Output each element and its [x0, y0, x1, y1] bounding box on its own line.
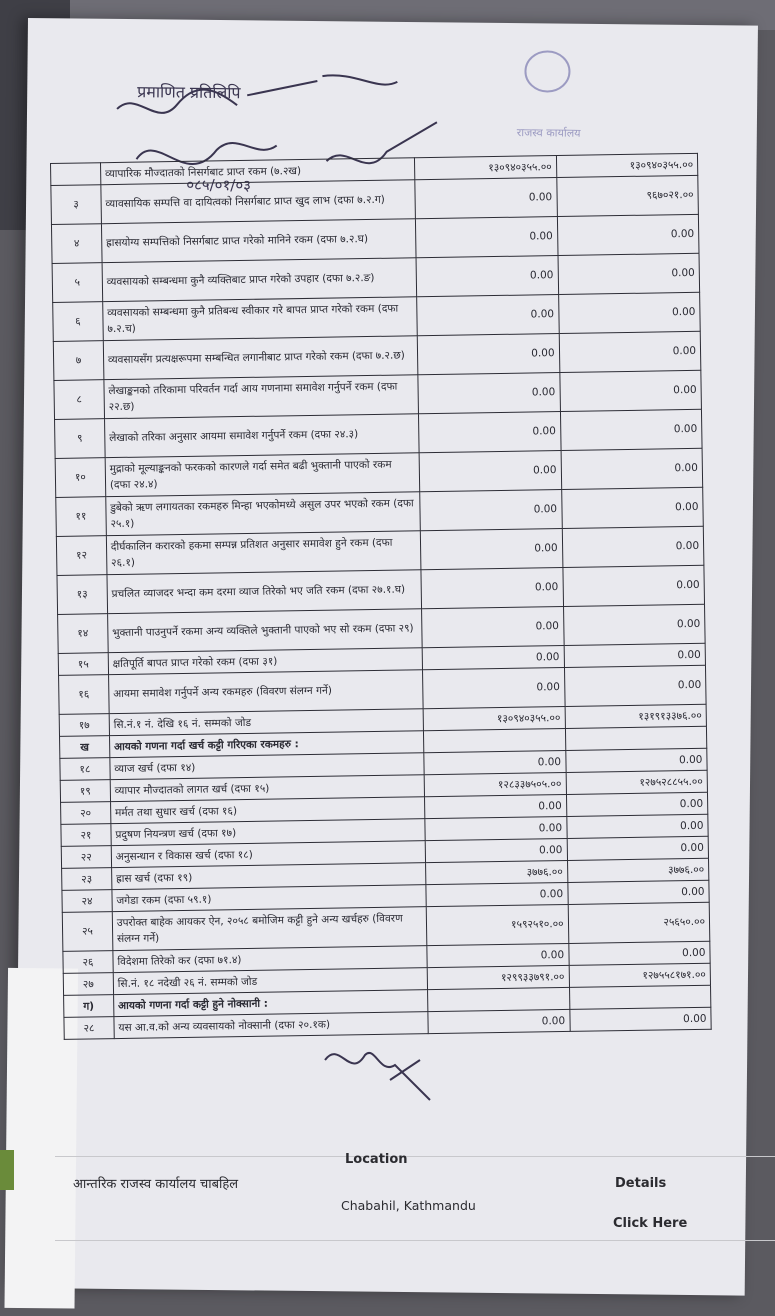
row-serial-number: १० — [55, 458, 105, 498]
row-description: व्यवसायको सम्बन्धमा कुनै प्रतिबन्ध स्वीकार गरे बापत प्राप्त गरेको रकम (दफा ७.२.च) — [103, 297, 418, 341]
row-amount-1: 0.00 — [422, 645, 564, 669]
row-amount-1: १३०९४०३५५.०० — [423, 706, 565, 730]
row-description: लेखाको तरिका अनुसार आयमा समावेश गर्नुपर्ने रकम (दफा २४.३) — [104, 414, 419, 458]
row-amount-1: 0.00 — [417, 295, 559, 336]
footer-divider-bottom — [55, 1240, 775, 1241]
row-amount-2: 0.00 — [567, 836, 709, 860]
row-description: विदेशमा तिरेको कर (दफा ७१.४) — [113, 946, 428, 973]
row-amount-1: 0.00 — [425, 794, 567, 818]
handwritten-date: ०८५/०१/०३ — [186, 175, 252, 195]
row-amount-2: २५६५०.०० — [568, 902, 710, 943]
row-serial-number: २६ — [63, 951, 113, 974]
row-amount-1: 0.00 — [427, 943, 569, 967]
row-amount-1: 0.00 — [418, 373, 560, 414]
row-serial-number: १४ — [58, 614, 108, 654]
row-description: भुक्तानी पाउनुपर्ने रकमा अन्य व्यक्तिले भुक्तानी पाएको भए सो रकम (दफा २९) — [107, 609, 422, 653]
row-serial-number: ११ — [56, 497, 106, 537]
row-description: आयको गणना गर्दा खर्च कट्टी गरिएका रकमहरु : — [109, 731, 424, 758]
row-serial-number: २० — [61, 802, 111, 825]
row-amount-2: 0.00 — [565, 748, 707, 772]
row-amount-1: ३७७६.०० — [426, 860, 568, 884]
income-calculation-table — [50, 153, 712, 1040]
row-description: मुद्राको मूल्याङ्कनको फरकको कारणले गर्दा समेत बढी भुक्तानी पाएको रकम (दफा २४.४) — [105, 453, 420, 497]
row-amount-2: 0.00 — [562, 565, 704, 606]
row-description: डुबेको ऋण लगायतका रकमहरु मिन्हा भएकोमध्ये असुल उपर भएको रकम (दफा २५.१) — [106, 492, 421, 536]
row-amount-2: 0.00 — [560, 409, 702, 450]
row-description: आयको गणना गर्दा कट्टी हुने नोक्सानी : — [113, 990, 428, 1017]
row-amount-1: 0.00 — [416, 256, 558, 297]
row-amount-1: 0.00 — [423, 667, 565, 708]
row-amount-2: 0.00 — [559, 370, 701, 411]
row-description: व्यावसायिक सम्पत्ति वा दायित्वको निसर्गबाट प्राप्त खुद लाभ (दफा ७.२.ग) — [101, 180, 416, 224]
row-amount-1: १३०९४०३५५.०० — [415, 156, 557, 180]
row-amount-1 — [424, 728, 566, 752]
row-amount-2: 0.00 — [563, 604, 705, 645]
row-serial-number: २५ — [62, 912, 112, 952]
click-here-link[interactable]: Click Here — [613, 1216, 688, 1231]
location-footer — [55, 1148, 755, 1268]
row-serial-number: ७ — [53, 341, 103, 381]
row-amount-2 — [565, 726, 707, 750]
row-serial-number: १८ — [60, 758, 110, 781]
seal-text: राजस्व कार्यालय — [516, 126, 581, 140]
row-description: मर्मत तथा सुधार खर्च (दफा १६) — [110, 797, 425, 824]
row-amount-2: १३०९४०३५५.०० — [556, 153, 698, 177]
row-amount-2: 0.00 — [557, 214, 699, 255]
row-amount-2: 0.00 — [562, 526, 704, 567]
row-serial-number: ग) — [64, 995, 114, 1018]
row-amount-1: १५९२५१०.०० — [426, 904, 568, 945]
row-amount-2: 0.00 — [561, 487, 703, 528]
row-description: व्याज खर्च (दफा १४) — [110, 753, 425, 780]
row-serial-number: ३ — [51, 185, 101, 225]
row-serial-number: १५ — [58, 653, 108, 676]
row-serial-number: १९ — [60, 780, 110, 803]
row-description: ह्रास खर्च (दफा १९) — [111, 863, 426, 890]
row-serial-number — [51, 163, 101, 186]
row-amount-2: 0.00 — [566, 792, 708, 816]
office-address: Chabahil, Kathmandu — [341, 1198, 476, 1213]
row-serial-number: २८ — [64, 1017, 114, 1040]
row-serial-number: २७ — [63, 973, 113, 996]
row-amount-2: 0.00 — [558, 292, 700, 333]
row-amount-2: 0.00 — [569, 1007, 711, 1031]
row-amount-1: १२९९३३७९१.०० — [427, 965, 569, 989]
row-serial-number: २३ — [62, 868, 112, 891]
row-description: व्यवसायको सम्बन्धमा कुनै व्यक्तिबाट प्राप्त गरेको उपहार (दफा ७.२.ङ) — [102, 258, 417, 302]
row-amount-1: 0.00 — [421, 529, 563, 570]
row-amount-1: १२८३३७५०५.०० — [424, 772, 566, 796]
row-serial-number: ९ — [55, 419, 105, 459]
stamp-text: प्रमाणित प्रतिलिपि — [137, 82, 241, 103]
row-description: प्रदुषण नियन्त्रण खर्च (दफा १७) — [111, 819, 426, 846]
row-amount-1: 0.00 — [425, 816, 567, 840]
row-description: दीर्घकालिन करारको हकमा सम्पन्न प्रतिशत अनुसार समावेश हुने रकम (दफा २६.१) — [106, 531, 421, 575]
row-description: व्यापारिक मौज्दातको निसर्गबाट प्राप्त रकम (७.२ख) — [100, 158, 415, 185]
row-amount-2: 0.00 — [566, 814, 708, 838]
green-edge — [0, 1150, 14, 1190]
row-amount-2: 0.00 — [561, 448, 703, 489]
row-amount-2: १२७५५८१७१.०० — [569, 963, 711, 987]
row-amount-1: 0.00 — [425, 838, 567, 862]
row-amount-1: 0.00 — [424, 750, 566, 774]
row-description: व्यापार मौज्दातको लागत खर्च (दफा १५) — [110, 775, 425, 802]
row-description: व्यवसायसँग प्रत्यक्षरूपमा सम्बन्धित लगानीबाट प्राप्त गरेको रकम (दफा ७.२.छ) — [103, 336, 418, 380]
row-amount-2: 0.00 — [567, 880, 709, 904]
row-description: लेखाङ्कनको तरिकामा परिवर्तन गर्दा आय गणनामा समावेश गर्नुपर्ने रकम (दफा २२.छ) — [104, 375, 419, 419]
row-amount-2: ९६७०२१.०० — [556, 175, 698, 216]
row-serial-number: १६ — [59, 675, 109, 715]
row-serial-number: ८ — [54, 380, 104, 420]
row-serial-number: २४ — [62, 890, 112, 913]
row-description: जगेडा रकम (दफा ५९.१) — [112, 885, 427, 912]
row-description: सि.नं.१ नं. देखि १६ नं. सम्मको जोड — [109, 709, 424, 736]
row-serial-number: २२ — [61, 846, 111, 869]
row-amount-1: 0.00 — [420, 490, 562, 531]
row-amount-2: 0.00 — [564, 665, 706, 706]
row-amount-1: 0.00 — [422, 606, 564, 647]
row-amount-2: 0.00 — [568, 941, 710, 965]
row-amount-1: 0.00 — [428, 1009, 570, 1033]
row-description: प्रचलित व्याजदर भन्दा कम दरमा व्याज तिरेको भए जति रकम (दफा २७.१.घ) — [107, 570, 422, 614]
row-amount-2: 0.00 — [559, 331, 701, 372]
row-serial-number: १३ — [57, 575, 107, 615]
row-amount-1 — [428, 987, 570, 1011]
row-amount-2: ३७७६.०० — [567, 858, 709, 882]
row-amount-1: 0.00 — [419, 412, 561, 453]
row-amount-2: 0.00 — [558, 253, 700, 294]
row-serial-number: १७ — [59, 714, 109, 737]
row-amount-1: 0.00 — [417, 334, 559, 375]
row-serial-number: ६ — [53, 302, 103, 342]
row-amount-2: १२७५२८८५५.०० — [566, 770, 708, 794]
row-serial-number: १२ — [56, 536, 106, 576]
row-amount-1: 0.00 — [416, 217, 558, 258]
row-amount-1: 0.00 — [421, 568, 563, 609]
row-amount-1: 0.00 — [419, 451, 561, 492]
row-description: सि.नं. १८ नदेखी २६ नं. सम्मको जोड — [113, 968, 428, 995]
row-serial-number: ५ — [52, 263, 102, 303]
row-description: आयमा समावेश गर्नुपर्ने अन्य रकमहरु (विवरण संलग्न गर्ने) — [108, 670, 423, 714]
row-serial-number: २१ — [61, 824, 111, 847]
footer-divider-top — [55, 1156, 775, 1157]
row-amount-1: 0.00 — [426, 882, 568, 906]
office-name: आन्तरिक राजस्व कार्यालय चाबहिल — [73, 1177, 239, 1192]
row-description: अनुसन्धान र विकास खर्च (दफा १८) — [111, 841, 426, 868]
row-serial-number: ४ — [51, 224, 101, 264]
signature — [320, 1040, 440, 1110]
row-amount-2: 0.00 — [564, 643, 706, 667]
row-serial-number: ख — [60, 736, 110, 759]
row-description: यस आ.व.को अन्य व्यवसायको नोक्सानी (दफा २०.१क) — [114, 1012, 429, 1039]
row-amount-2 — [569, 985, 711, 1009]
row-description: क्षतिपूर्ति बापत प्राप्त गरेको रकम (दफा ३१) — [108, 648, 423, 675]
row-amount-1: 0.00 — [415, 178, 557, 219]
row-description: ह्रासयोग्य सम्पत्तिको निसर्गबाट प्राप्त गरेको मानिने रकम (दफा ७.२.घ) — [101, 219, 416, 263]
details-label: Details — [615, 1176, 667, 1191]
row-amount-2: १३१९१३३७६.०० — [565, 704, 707, 728]
location-label: Location — [345, 1152, 408, 1167]
row-description: उपरोक्त बाहेक आयकर ऐन, २०५८ बमोजिम कट्टी हुने अन्य खर्चहरु (विवरण संलग्न गर्ने) — [112, 907, 427, 951]
